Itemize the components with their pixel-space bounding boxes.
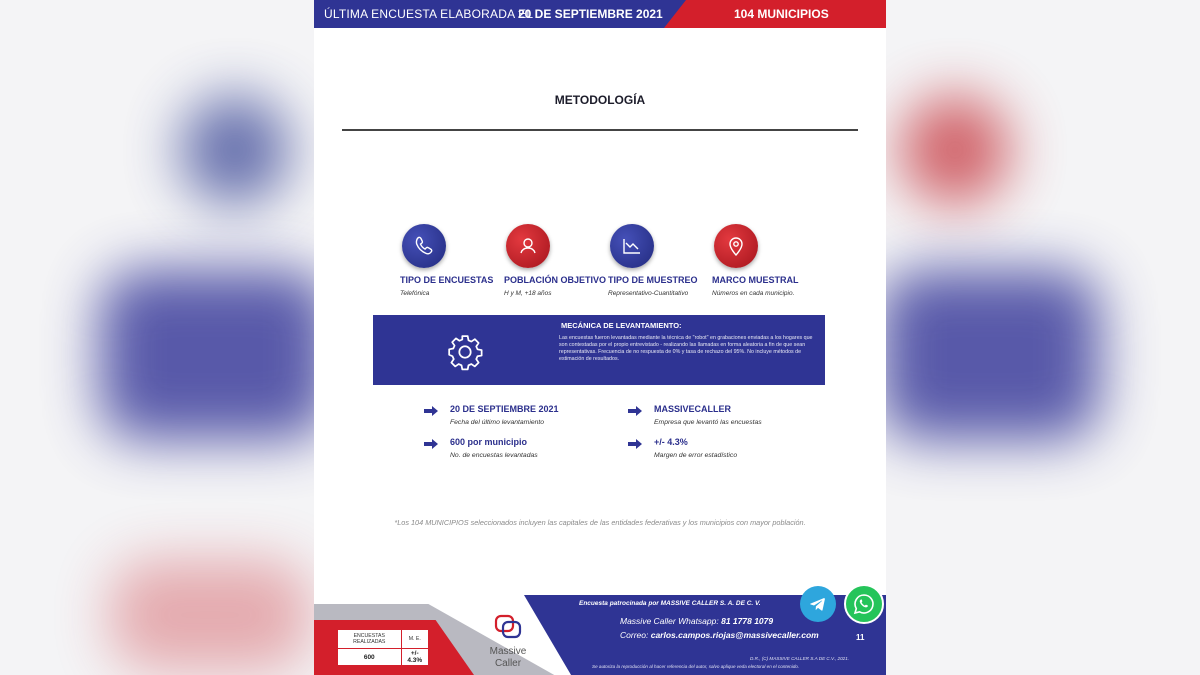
stat-value: 600 por municipio [450, 437, 528, 447]
arrow-right-icon [628, 406, 642, 416]
title-divider [342, 129, 858, 131]
stat-value: 20 DE SEPTIEMBRE 2021 [450, 404, 559, 414]
feature-label: TIPO DE MUESTREO [608, 275, 698, 285]
header-municipios: 104 MUNICIPIOS [734, 7, 829, 21]
mechanics-body: Las encuestas fueron levantadas mediante la técnica de "robot" en grabaciones enviadas a los hogares que son contestadas por el propio entrevistado - realizando las llamadas en forma aleatoria a fin de que sean representativas. Frecuencia de no respuesta de 0% y tasa de rechazo del 95%. No incluye métodos de estimación de resultados. [559, 335, 813, 362]
summary-value-me: +/- 4.3% [401, 649, 428, 666]
stat-value: +/- 4.3% [654, 437, 688, 447]
feature-label: TIPO DE ENCUESTAS [400, 275, 494, 285]
summary-table [337, 629, 429, 666]
blurred-shape [880, 270, 1100, 440]
map-pin-icon [714, 224, 758, 268]
page-number: 11 [856, 633, 865, 642]
feature-marco-muestral [712, 224, 832, 297]
authorization-text: Se autoriza la reproducción al hacer referencia del autor, salvo aplique veda electoral en el contenido. [592, 664, 800, 669]
whatsapp-label: Massive Caller Whatsapp: [620, 616, 719, 626]
mechanics-box [373, 315, 825, 385]
logo-text-caller: Caller [494, 658, 522, 669]
feature-poblacion-objetivo [504, 224, 624, 297]
massive-caller-logo [484, 614, 532, 669]
feature-sub: H y M, +18 años [504, 289, 552, 297]
stat-label: No. de encuestas levantadas [450, 452, 538, 459]
stat-label: Empresa que levantó las encuestas [654, 419, 762, 426]
feature-sub: Números en cada municipio. [712, 289, 795, 297]
feature-sub: Telefónica [400, 289, 430, 297]
header-bar [314, 0, 886, 28]
email-line [620, 630, 819, 640]
person-icon [506, 224, 550, 268]
whatsapp-icon[interactable] [844, 584, 884, 624]
mechanics-title: MECÁNICA DE LEVANTAMIENTO: [561, 321, 682, 330]
summary-value-encuestas: 600 [338, 649, 402, 666]
email-link[interactable]: carlos.campos.riojas@massivecaller.com [650, 630, 819, 640]
blurred-shape [180, 95, 290, 205]
feature-tipo-muestreo [608, 224, 728, 297]
gear-icon [446, 333, 484, 376]
blurred-shape [100, 270, 330, 440]
arrow-right-icon [424, 439, 438, 449]
summary-header-encuestas: ENCUESTAS REALIZADAS [338, 630, 402, 649]
feature-label: MARCO MUESTRAL [712, 275, 799, 285]
header-prefix: ÚLTIMA ENCUESTA ELABORADA EL [324, 7, 534, 21]
stat-label: Fecha del último levantamiento [450, 419, 545, 426]
header-date: 20 DE SEPTIEMBRE 2021 [518, 7, 663, 21]
copyright-text: D.R., (C) MASSIVE CALLER S.A DE C.V., 2021. [750, 656, 850, 661]
blurred-shape [900, 95, 1010, 205]
blurred-shape [110, 560, 310, 670]
chart-line-icon [610, 224, 654, 268]
sponsor-text: Encuesta patrocinada por MASSIVE CALLER S. A. DE C. V. [579, 600, 761, 607]
summary-header-me: M. E. [401, 630, 428, 649]
logo-mark-icon [493, 614, 523, 640]
whatsapp-line [620, 616, 773, 626]
stat-label: Margen de error estadístico [654, 452, 738, 459]
whatsapp-number[interactable]: 81 1778 1079 [721, 616, 774, 626]
stat-value: MASSIVECALLER [654, 404, 732, 414]
arrow-right-icon [628, 439, 642, 449]
feature-sub: Representativo-Cuantitativo [608, 289, 689, 297]
feature-tipo-encuestas [400, 224, 520, 297]
email-label: Correo: [620, 630, 649, 640]
footnote: *Los 104 MUNICIPIOS seleccionados incluyen las capitales de las entidades federativas y los municipios con mayor población. [394, 518, 806, 527]
arrow-right-icon [424, 406, 438, 416]
telegram-icon[interactable] [800, 586, 836, 622]
feature-label: POBLACIÓN OBJETIVO [504, 275, 607, 285]
logo-text-massive: Massive [489, 646, 527, 657]
document-page [314, 0, 886, 675]
page-title: METODOLOGÍA [554, 93, 646, 107]
phone-icon [402, 224, 446, 268]
